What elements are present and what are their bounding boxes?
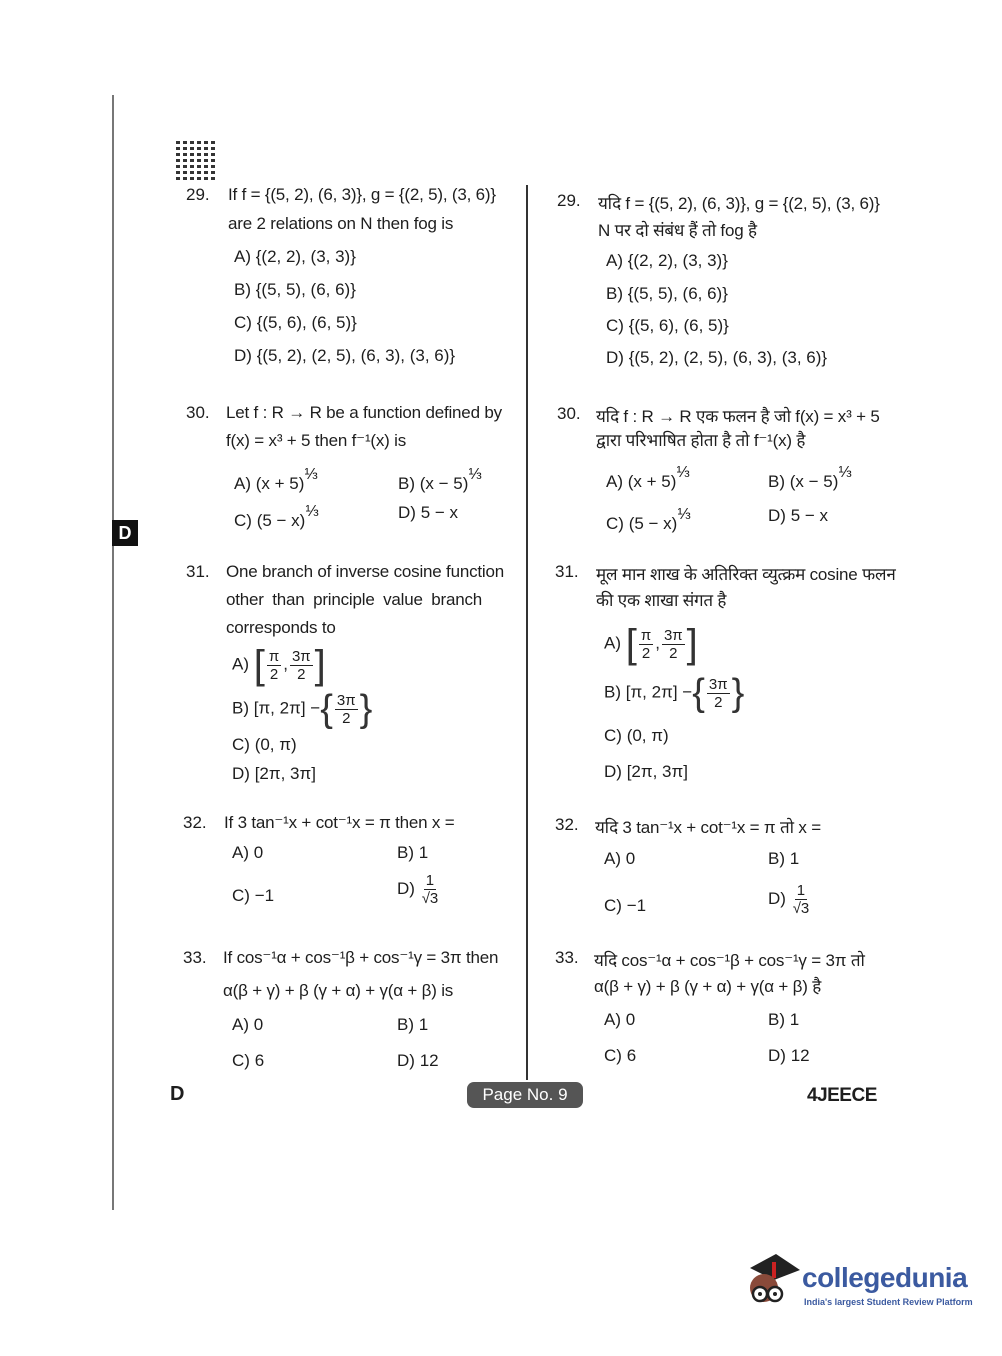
option-c: C) 6 [232, 1051, 265, 1070]
set-code: D [170, 1083, 185, 1105]
option-c: C) (0, π) [232, 735, 297, 754]
page-left-border [112, 95, 114, 1210]
option-a: A) (x + 5)⅓ [606, 464, 690, 491]
question-text: मूल मान शाख के अतिरिक्त व्युत्क्रम cosine फलन [596, 565, 896, 584]
option-d: D) 5 − x [768, 506, 829, 525]
question-text: α(β + γ) + β (γ + α) + γ(α + β) है [594, 977, 822, 996]
question-text: Let f : R → R be a function defined by [226, 403, 502, 422]
option-c: C) (5 − x)⅓ [234, 503, 319, 530]
question-text: α(β + γ) + β (γ + α) + γ(α + β) is [223, 981, 454, 1000]
question-text: यदि 3 tan⁻¹x + cot⁻¹x = π तो x = [595, 818, 821, 837]
option-c: C) −1 [232, 886, 275, 905]
column-divider [526, 185, 528, 1080]
question-number: 33. [183, 948, 207, 967]
question-text: N पर दो संबंध हैं तो fog है [598, 221, 757, 240]
option-b: B) {(5, 5), (6, 6)} [606, 284, 728, 303]
question-number: 32. [183, 813, 207, 832]
option-a: A) 0 [232, 843, 264, 862]
option-a: A) 0 [604, 849, 636, 868]
option-c: C) −1 [604, 896, 647, 915]
question-number: 30. [186, 403, 210, 422]
page-number: Page No. 9 [467, 1082, 583, 1108]
question-number: 29. [186, 185, 210, 204]
question-text: corresponds to [226, 618, 336, 637]
option-b: B) 1 [768, 849, 800, 868]
option-b: B) 1 [397, 1015, 429, 1034]
option-d: D) {(5, 2), (2, 5), (6, 3), (3, 6)} [606, 348, 828, 367]
question-text: यदि f = {(5, 2), (6, 3)}, g = {(2, 5), (3, 6)} [598, 194, 880, 213]
watermark-name: collegedunia [802, 1262, 968, 1293]
question-text: यदि f : R → R एक फलन है जो f(x) = x³ + 5 [596, 407, 880, 426]
option-b: B) [π, 2π] −{ $\frac{3\pi}{2}$ } [232, 688, 373, 730]
option-a: A) [ $\frac{\pi}{2}$ , $\frac{3\pi}{2}$ ] [604, 622, 698, 666]
question-text: are 2 relations on N then fog is [228, 214, 454, 233]
option-d: D) 12 [397, 1051, 439, 1070]
question-text: f(x) = x³ + 5 then f⁻¹(x) is [226, 431, 407, 450]
question-number: 33. [555, 948, 579, 967]
question-text: other than principle value branch [226, 590, 483, 609]
option-a: A) (x + 5)⅓ [234, 466, 318, 493]
question-number: 32. [555, 815, 579, 834]
option-d: D) $\frac{1}{√3}$ [397, 872, 439, 907]
option-b: B) (x − 5)⅓ [398, 466, 482, 493]
question-text: यदि cos⁻¹α + cos⁻¹β + cos⁻¹γ = 3π तो [594, 951, 865, 970]
margin-tab: D [112, 520, 138, 546]
question-text: द्वारा परिभाषित होता है तो f⁻¹(x) है [596, 431, 806, 450]
option-d: D) {(5, 2), (2, 5), (6, 3), (3, 6)} [234, 346, 456, 365]
option-d: D) 12 [768, 1046, 810, 1065]
question-number: 30. [557, 404, 581, 423]
option-d: D) $\frac{1}{√3}$ [768, 882, 810, 917]
watermark-tagline: India's largest Student Review Platform [804, 1297, 973, 1307]
qr-code [176, 140, 216, 180]
option-b: B) {(5, 5), (6, 6)} [234, 280, 356, 299]
option-b: B) 1 [768, 1010, 800, 1029]
option-c: C) {(5, 6), (6, 5)} [234, 313, 357, 332]
question-text: If cos⁻¹α + cos⁻¹β + cos⁻¹γ = 3π then [223, 948, 499, 967]
question-text: If 3 tan⁻¹x + cot⁻¹x = π then x = [224, 813, 455, 832]
option-b: B) [π, 2π] −{ $\frac{3\pi}{2}$ } [604, 672, 745, 714]
option-a: A) 0 [604, 1010, 636, 1029]
option-a: A) {(2, 2), (3, 3)} [234, 247, 356, 266]
option-c: C) (5 − x)⅓ [606, 506, 691, 533]
option-d: D) [2π, 3π] [604, 762, 688, 781]
option-d: D) 5 − x [398, 503, 459, 522]
option-a: A) {(2, 2), (3, 3)} [606, 251, 728, 270]
option-b: B) 1 [397, 843, 429, 862]
option-d: D) [2π, 3π] [232, 764, 316, 783]
exam-code: 4JEECE [807, 1085, 877, 1106]
option-b: B) (x − 5)⅓ [768, 464, 852, 491]
question-text: की एक शाखा संगत है [596, 591, 727, 610]
option-a: A) [ $\frac{\pi}{2}$ , $\frac{3\pi}{2}$ ] [232, 643, 326, 687]
option-c: C) 6 [604, 1046, 637, 1065]
question-number: 31. [555, 562, 579, 581]
option-c: C) (0, π) [604, 726, 669, 745]
mascot-logo-icon [742, 1250, 802, 1312]
question-text: If f = {(5, 2), (6, 3)}, g = {(2, 5), (3, 6)} [228, 185, 496, 204]
question-number: 29. [557, 191, 581, 210]
option-c: C) {(5, 6), (6, 5)} [606, 316, 729, 335]
option-a: A) 0 [232, 1015, 264, 1034]
question-text: One branch of inverse cosine function [226, 562, 504, 581]
question-number: 31. [186, 562, 210, 581]
